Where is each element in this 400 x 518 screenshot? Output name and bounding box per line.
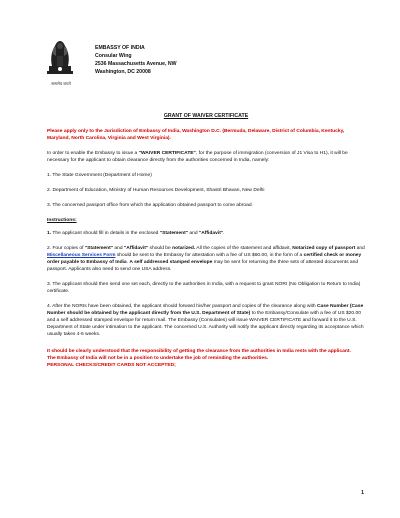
i2-notarized: notarized. xyxy=(172,246,196,251)
i2-text-e: should be xyxy=(148,246,173,251)
i2-payment-method: certified check or money order payable to Embassy of India xyxy=(47,253,362,265)
misc-services-form-link[interactable]: Miscellaneous Services Form xyxy=(47,253,116,258)
i2-text-g: All the copies of the statement and affidavit, xyxy=(195,246,293,251)
i2-and-2: and xyxy=(355,246,365,251)
intro-text: In order to enable the Embassy to issue a xyxy=(47,151,139,156)
instruction-1-end: . xyxy=(223,231,225,236)
statement-term: "Statement" xyxy=(159,231,189,236)
authority-item-1: 1. The State Government (Department of Home) xyxy=(47,173,152,178)
payment-notice: PERSONAL CHECKS/CREDIT CARDS NOT ACCEPTED; xyxy=(47,363,176,368)
document-body xyxy=(47,113,365,369)
embassy-name: EMBASSY OF INDIA xyxy=(95,45,145,51)
emblem-motto: सत्यमेव जयते xyxy=(51,81,71,86)
i4-case-number: Case Number (Case Number should be obtained by the applicant directly from the U.S. Department of State) xyxy=(47,304,364,316)
authority-item-2: 2. Department of Education, Ministry of Human Resources Development, Shastri Bhavan, New Delhi xyxy=(47,188,265,193)
closing-notice xyxy=(47,348,365,369)
waiver-certificate-term: "WAIVER CERTIFICATE" xyxy=(138,151,196,156)
jurisdiction-notice: Please apply only to the Jurisdiction of Embassy of India, Washington D.C. (Bermuda, Delaware, District of Columbia, Kentucky, Maryland, North Carolina, Virginia and West Virginia). xyxy=(47,129,345,141)
city-address: Washington, DC 20008 xyxy=(95,69,151,75)
i2-text-a: 2. Four copies of xyxy=(47,246,85,251)
i2-statement: "Statement" xyxy=(84,246,114,251)
page-number: 1 xyxy=(361,490,364,496)
affidavit-term: "Affidavit" xyxy=(198,231,224,236)
i2-envelope: A self addressed stamped envelope xyxy=(129,260,213,265)
i2-and: and xyxy=(113,246,124,251)
instruction-1-and: and xyxy=(188,231,199,236)
street-address: 2536 Massachusetts Avenue, NW xyxy=(95,61,177,67)
i2-passport-copy: Notarized copy of passport xyxy=(292,246,356,251)
responsibility-notice: It should be clearly understood that the responsibility of getting the clearance from the authorities in India rests with the applicant. xyxy=(47,349,351,354)
intro-text-end: , for the purpose of immigration (conversion of J1 Visa to H1), it will be necessary for the applicant to obtain clearance directly from the authorities concerned in India, namely: xyxy=(47,151,348,163)
intro-paragraph xyxy=(47,150,365,164)
document-title: GRANT OF WAIVER CERTIFICATE xyxy=(163,113,249,119)
i2-text-m: . xyxy=(126,260,130,265)
i4-text-c: to the Embassy/Consulate with a fee of US $20.00 and a self addressed stamped envelope for return mail. The Embassy (Consulates) will issue WAIVER CERTIFICATE and forward it to the U.S. Department of State under intimation to the applicant. The concerned U.S. Authority will notify the applicant directly regarding its acceptance which usually takes 4-6 weeks. xyxy=(47,311,364,337)
authority-item-3: 3. The concerned passport office from which the application obtained passport to come abroad. xyxy=(47,203,253,208)
i2-affidavit: "Affidavit" xyxy=(123,246,149,251)
i2-text-k: should be sent to the Embassy for attestation with a fee of US $60.00, in the form of a xyxy=(115,253,304,258)
i4-text-a: 4. After the NORIs have been obtained, the applicant should forward his/her passport and copies of the clearance along with xyxy=(47,304,317,309)
instruction-1-text: The applicant should fill in details in the enclosed xyxy=(51,231,160,236)
instruction-3: 3. The applicant should then send one set each, directly to the authorities in India, with a request to grant NORI (No Obligation to Return to India) certificate. xyxy=(47,282,361,294)
wing-name: Consular Wing xyxy=(95,53,132,59)
instruction-1-number: 1. xyxy=(47,231,52,236)
reminder-notice: The Embassy of India will not be in a position to undertake the job of reminding the authorities. xyxy=(47,356,269,361)
instructions-heading: Instructions: xyxy=(47,218,77,223)
letterhead xyxy=(95,44,177,76)
instruction-4 xyxy=(47,303,365,338)
instruction-1 xyxy=(47,230,365,237)
i2-text-o: may be sent for returning the three sets of attested documents and passport. Applicants also need to send one USA address. xyxy=(47,260,359,272)
instruction-2 xyxy=(47,245,365,273)
